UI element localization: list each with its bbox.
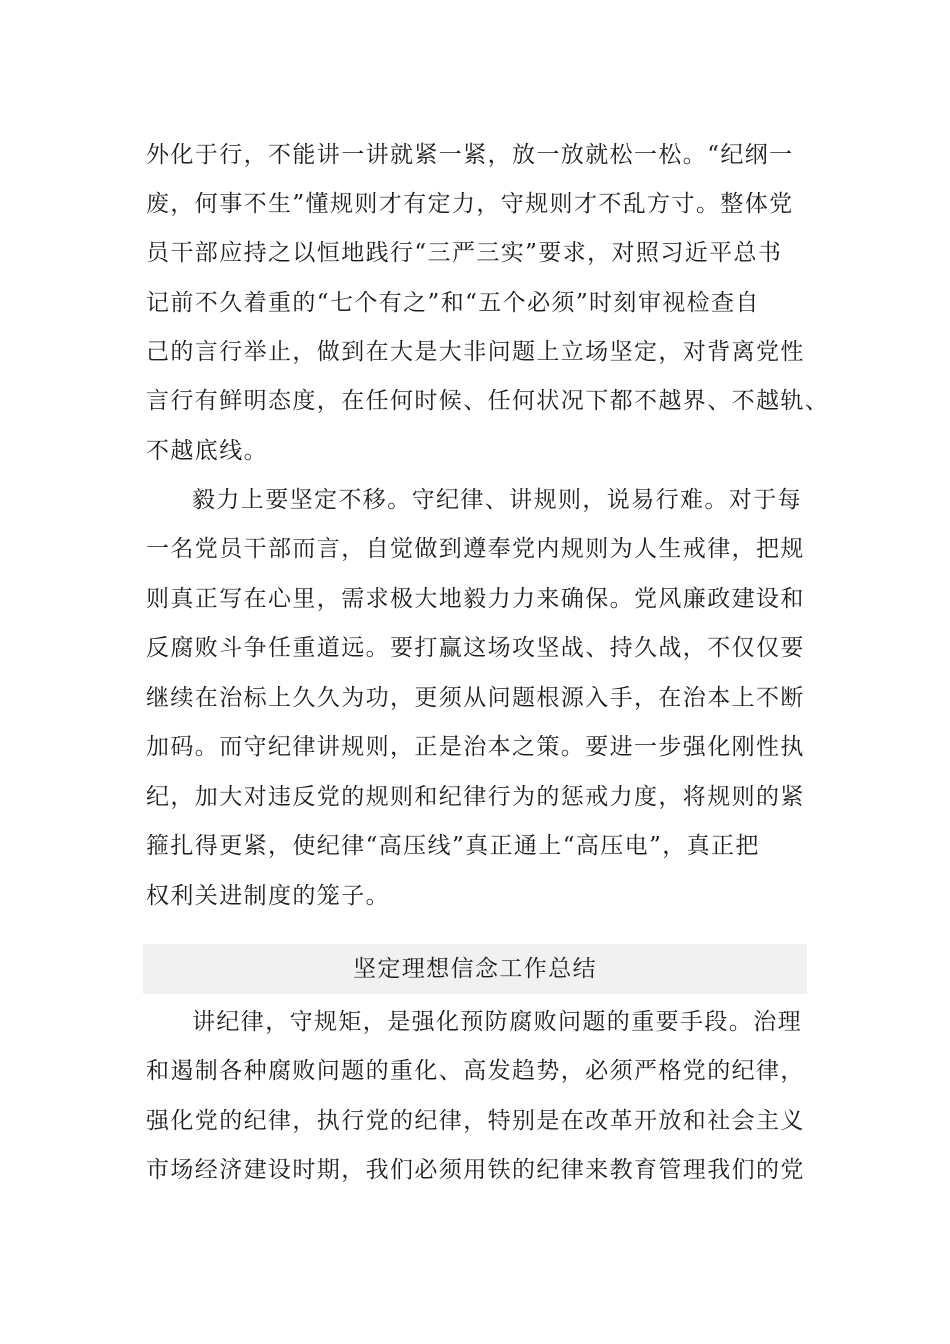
text-line: 箍扎得更紧，使纪律“高压线”真正通上“高压电”，真正把 xyxy=(146,833,760,859)
text-line: 讲纪律，守规矩，是强化预防腐败问题的重要手段。治理 xyxy=(192,1009,802,1035)
text-line: 加码。而守纪律讲规则，正是治本之策。要进一步强化刚性执 xyxy=(146,734,805,760)
text-line: 言行有鲜明态度，在任何时候、任何状况下都不越界、不越轨、 xyxy=(146,388,830,414)
text-line: 权利关进制度的笼子。 xyxy=(146,883,390,909)
text-line: 纪，加大对违反党的规则和纪律行为的惩戒力度，将规则的紧 xyxy=(146,784,805,810)
text-line: 一名党员干部而言，自觉做到遵奉党内规则为人生戒律，把规 xyxy=(146,536,805,562)
text-line: 则真正写在心里，需求极大地毅力力来确保。党风廉政建设和 xyxy=(146,586,805,612)
text-line: 不越底线。 xyxy=(146,438,268,464)
text-line: 废，何事不生”懂规则才有定力，守规则才不乱方寸。整体党 xyxy=(146,191,794,217)
text-line: 记前不久着重的“七个有之”和“五个必须”时刻审视检查自 xyxy=(146,290,760,316)
section-heading: 坚定理想信念工作总结 xyxy=(353,956,597,982)
text-line: 强化党的纪律，执行党的纪律，特别是在改革开放和社会主义 xyxy=(146,1108,805,1134)
text-line: 市场经济建设时期，我们必须用铁的纪律来教育管理我们的党 xyxy=(146,1157,805,1183)
text-line: 继续在治标上久久为功，更须从问题根源入手，在治本上不断 xyxy=(146,685,805,711)
text-line: 外化于行，不能讲一讲就紧一紧，放一放就松一松。“纪纲一 xyxy=(146,142,794,168)
text-line: 员干部应持之以恒地践行“三严三实”要求，对照习近平总书 xyxy=(146,240,783,266)
text-line: 和遏制各种腐败问题的重化、高发趋势，必须严格党的纪律， xyxy=(146,1058,805,1084)
section-heading-bar xyxy=(143,944,807,994)
text-line: 己的言行举止，做到在大是大非问题上立场坚定，对背离党性 xyxy=(146,339,805,365)
text-line: 毅力上要坚定不移。守纪律、讲规则，说易行难。对于每 xyxy=(192,487,802,513)
text-line: 反腐败斗争任重道远。要打赢这场攻坚战、持久战，不仅仅要 xyxy=(146,635,805,661)
